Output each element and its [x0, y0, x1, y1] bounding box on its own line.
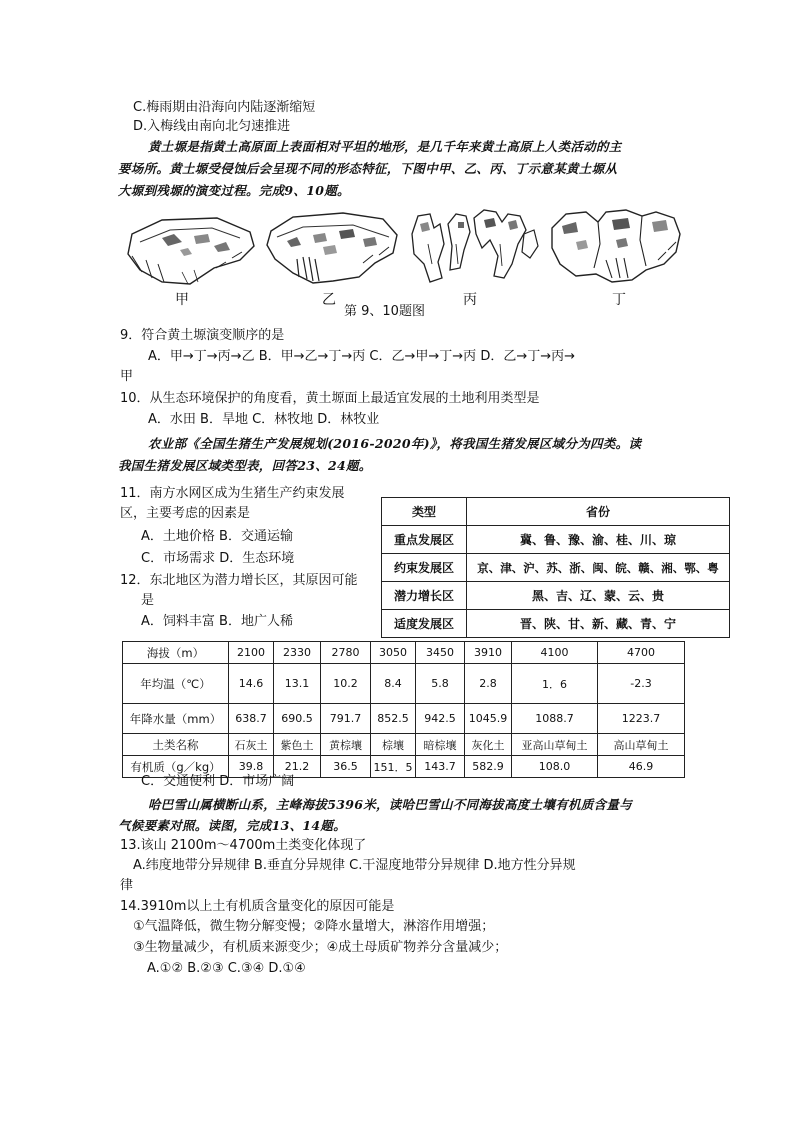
table-row [382, 554, 730, 582]
soil-table-cell: 36.5 [321, 756, 371, 778]
q11-stem-1: 11．南方水网区成为生猪生产约束发展 [120, 486, 345, 501]
soil-table-cell: 791.7 [321, 704, 371, 734]
loess-figure-bing [404, 204, 542, 289]
soil-table-cell: 108.0 [512, 756, 598, 778]
soil-table-cell: 1．6 [512, 664, 598, 704]
pig-table-provinces: 晋、陕、甘、新、藏、青、宁 [467, 610, 730, 638]
loess-figure-yi [263, 207, 403, 287]
soil-table-cell: 143.7 [416, 756, 465, 778]
q12-options-ab: A．饲料丰富 B．地广人稀 [141, 614, 293, 629]
q8-option-d: D.入梅线由南向北匀速推进 [133, 119, 291, 134]
q14-statement-2: ③生物量减少，有机质来源变少；④成土母质矿物养分含量减少； [133, 940, 508, 955]
q14-statement-1: ①气温降低，微生物分解变慢；②降水量增大，淋溶作用增强； [133, 919, 495, 934]
soil-table-cell: 年降水量（mm） [123, 704, 229, 734]
soil-table-cell: 942.5 [416, 704, 465, 734]
table-row [123, 704, 685, 734]
soil-table-cell: 年均温（℃） [123, 664, 229, 704]
pig-table-header-province: 省份 [467, 498, 730, 526]
q12-stem-2: 是 [141, 593, 155, 608]
loess-intro-line-1: 黄土塬是指黄土高原面上表面相对平坦的地形，是几千年来黄土高原上人类活动的主 [148, 139, 622, 154]
soil-table-cell: 1088.7 [512, 704, 598, 734]
table-row [123, 642, 685, 664]
soil-table-cell: 8.4 [371, 664, 416, 704]
soil-climate-table [122, 641, 685, 778]
haba-intro-line-1: 哈巴雪山属横断山系，主峰海拔5396米，读哈巴雪山不同海拔高度土壤有机质含量与 [148, 797, 632, 812]
figure-label-jia: 甲 [175, 292, 189, 308]
soil-table-cell: 10.2 [321, 664, 371, 704]
soil-table-cell: 151．5 [371, 756, 416, 778]
q9-stem: 9．符合黄土塬演变顺序的是 [120, 328, 285, 343]
q10-stem: 10．从生态环境保护的角度看，黄土塬面上最适宜发展的土地利用类型是 [120, 391, 540, 406]
soil-table-cell: 5.8 [416, 664, 465, 704]
q13-options: A.纬度地带分异规律 B.垂直分异规律 C.干湿度地带分异规律 D.地方性分异规 [133, 858, 576, 873]
pig-region-table [381, 497, 730, 638]
loess-figure-jia [122, 212, 262, 287]
q12-options-cd: C．交通便利 D．市场广阔 [141, 774, 295, 789]
soil-table-cell: 灰化土 [465, 734, 512, 756]
soil-table-cell: 土类名称 [123, 734, 229, 756]
soil-table-cell: 39.8 [229, 756, 274, 778]
soil-table-cell: 2780 [321, 642, 371, 664]
q12-stem-1: 12．东北地区为潜力增长区，其原因可能 [120, 573, 358, 588]
soil-table-cell: 棕壤 [371, 734, 416, 756]
soil-table-cell: 3050 [371, 642, 416, 664]
figure-label-bing: 丙 [463, 292, 477, 308]
pig-table-provinces: 京、津、沪、苏、浙、闽、皖、赣、湘、鄂、粤 [467, 554, 730, 582]
soil-table-cell: 3450 [416, 642, 465, 664]
soil-table-cell: 4700 [598, 642, 685, 664]
soil-table-cell: 690.5 [274, 704, 321, 734]
loess-intro-line-3: 大塬到残塬的演变过程。完成9、10题。 [118, 183, 350, 198]
soil-table-cell: 4100 [512, 642, 598, 664]
soil-table-cell: 黄棕壤 [321, 734, 371, 756]
q11-options-ab: A．土地价格 B．交通运输 [141, 529, 293, 544]
soil-table-cell: 46.9 [598, 756, 685, 778]
q14-options: A.①② B.②③ C.③④ D.①④ [147, 961, 306, 976]
soil-table-cell: 13.1 [274, 664, 321, 704]
q13-stem: 13.该山 2100m～4700m土类变化体现了 [120, 838, 367, 853]
q8-option-c: C.梅雨期由沿海向内陆逐渐缩短 [133, 100, 316, 115]
soil-table-cell: 3910 [465, 642, 512, 664]
soil-table-cell: 亚高山草甸土 [512, 734, 598, 756]
q11-options-cd: C．市场需求 D．生态环境 [141, 551, 295, 566]
pig-table-header-type: 类型 [382, 498, 467, 526]
pig-table-type: 约束发展区 [382, 554, 467, 582]
figure-label-ding: 丁 [612, 292, 626, 308]
soil-table-cell: 海拔（m） [123, 642, 229, 664]
soil-table-cell: 852.5 [371, 704, 416, 734]
q9-options-wrap: 甲 [120, 369, 134, 384]
soil-table-cell: 高山草甸土 [598, 734, 685, 756]
figure-caption: 第 9、10题图 [344, 304, 425, 319]
loess-figure-ding [546, 204, 686, 286]
soil-table-cell: 1045.9 [465, 704, 512, 734]
loess-intro-line-2: 要场所。黄土塬受侵蚀后会呈现不同的形态特征，下图中甲、乙、丙、丁示意某黄土塬从 [118, 161, 618, 176]
table-row [382, 610, 730, 638]
figure-label-yi: 乙 [322, 292, 336, 308]
table-row [382, 526, 730, 554]
q14-stem: 14.3910m以上土有机质含量变化的原因可能是 [120, 899, 395, 914]
soil-table-cell: 石灰土 [229, 734, 274, 756]
table-row [123, 734, 685, 756]
table-row [123, 664, 685, 704]
pig-table-type: 重点发展区 [382, 526, 467, 554]
q11-stem-2: 区，主要考虑的因素是 [120, 506, 251, 521]
soil-table-cell: -2.3 [598, 664, 685, 704]
soil-table-cell: 有机质（g／kg） [123, 756, 229, 778]
q10-options: A．水田 B．旱地 C．林牧地 D．林牧业 [148, 412, 380, 427]
pig-table-type: 适度发展区 [382, 610, 467, 638]
table-row [382, 582, 730, 610]
soil-table-cell: 582.9 [465, 756, 512, 778]
pig-intro-line-1: 农业部《全国生猪生产发展规划(2016-2020年)》，将我国生猪发展区域分为四类。读 [148, 436, 642, 451]
soil-table-cell: 14.6 [229, 664, 274, 704]
pig-table-type: 潜力增长区 [382, 582, 467, 610]
soil-table-cell: 1223.7 [598, 704, 685, 734]
soil-table-cell: 2330 [274, 642, 321, 664]
q9-options: A．甲→丁→丙→乙 B．甲→乙→丁→丙 C．乙→甲→丁→丙 D．乙→丁→丙→ [148, 349, 576, 364]
pig-table-header [382, 498, 730, 526]
pig-table-provinces: 冀、鲁、豫、渝、桂、川、琼 [467, 526, 730, 554]
soil-table-cell: 638.7 [229, 704, 274, 734]
soil-table-cell: 21.2 [274, 756, 321, 778]
soil-table-cell: 2100 [229, 642, 274, 664]
q13-options-wrap: 律 [120, 878, 134, 893]
soil-table-cell: 紫色土 [274, 734, 321, 756]
haba-intro-line-2: 气候要素对照。读图，完成13、14题。 [118, 818, 346, 833]
soil-table-cell: 暗棕壤 [416, 734, 465, 756]
soil-table-cell: 2.8 [465, 664, 512, 704]
pig-table-provinces: 黑、吉、辽、蒙、云、贵 [467, 582, 730, 610]
pig-intro-line-2: 我国生猪发展区域类型表，回答23、24题。 [118, 458, 372, 473]
